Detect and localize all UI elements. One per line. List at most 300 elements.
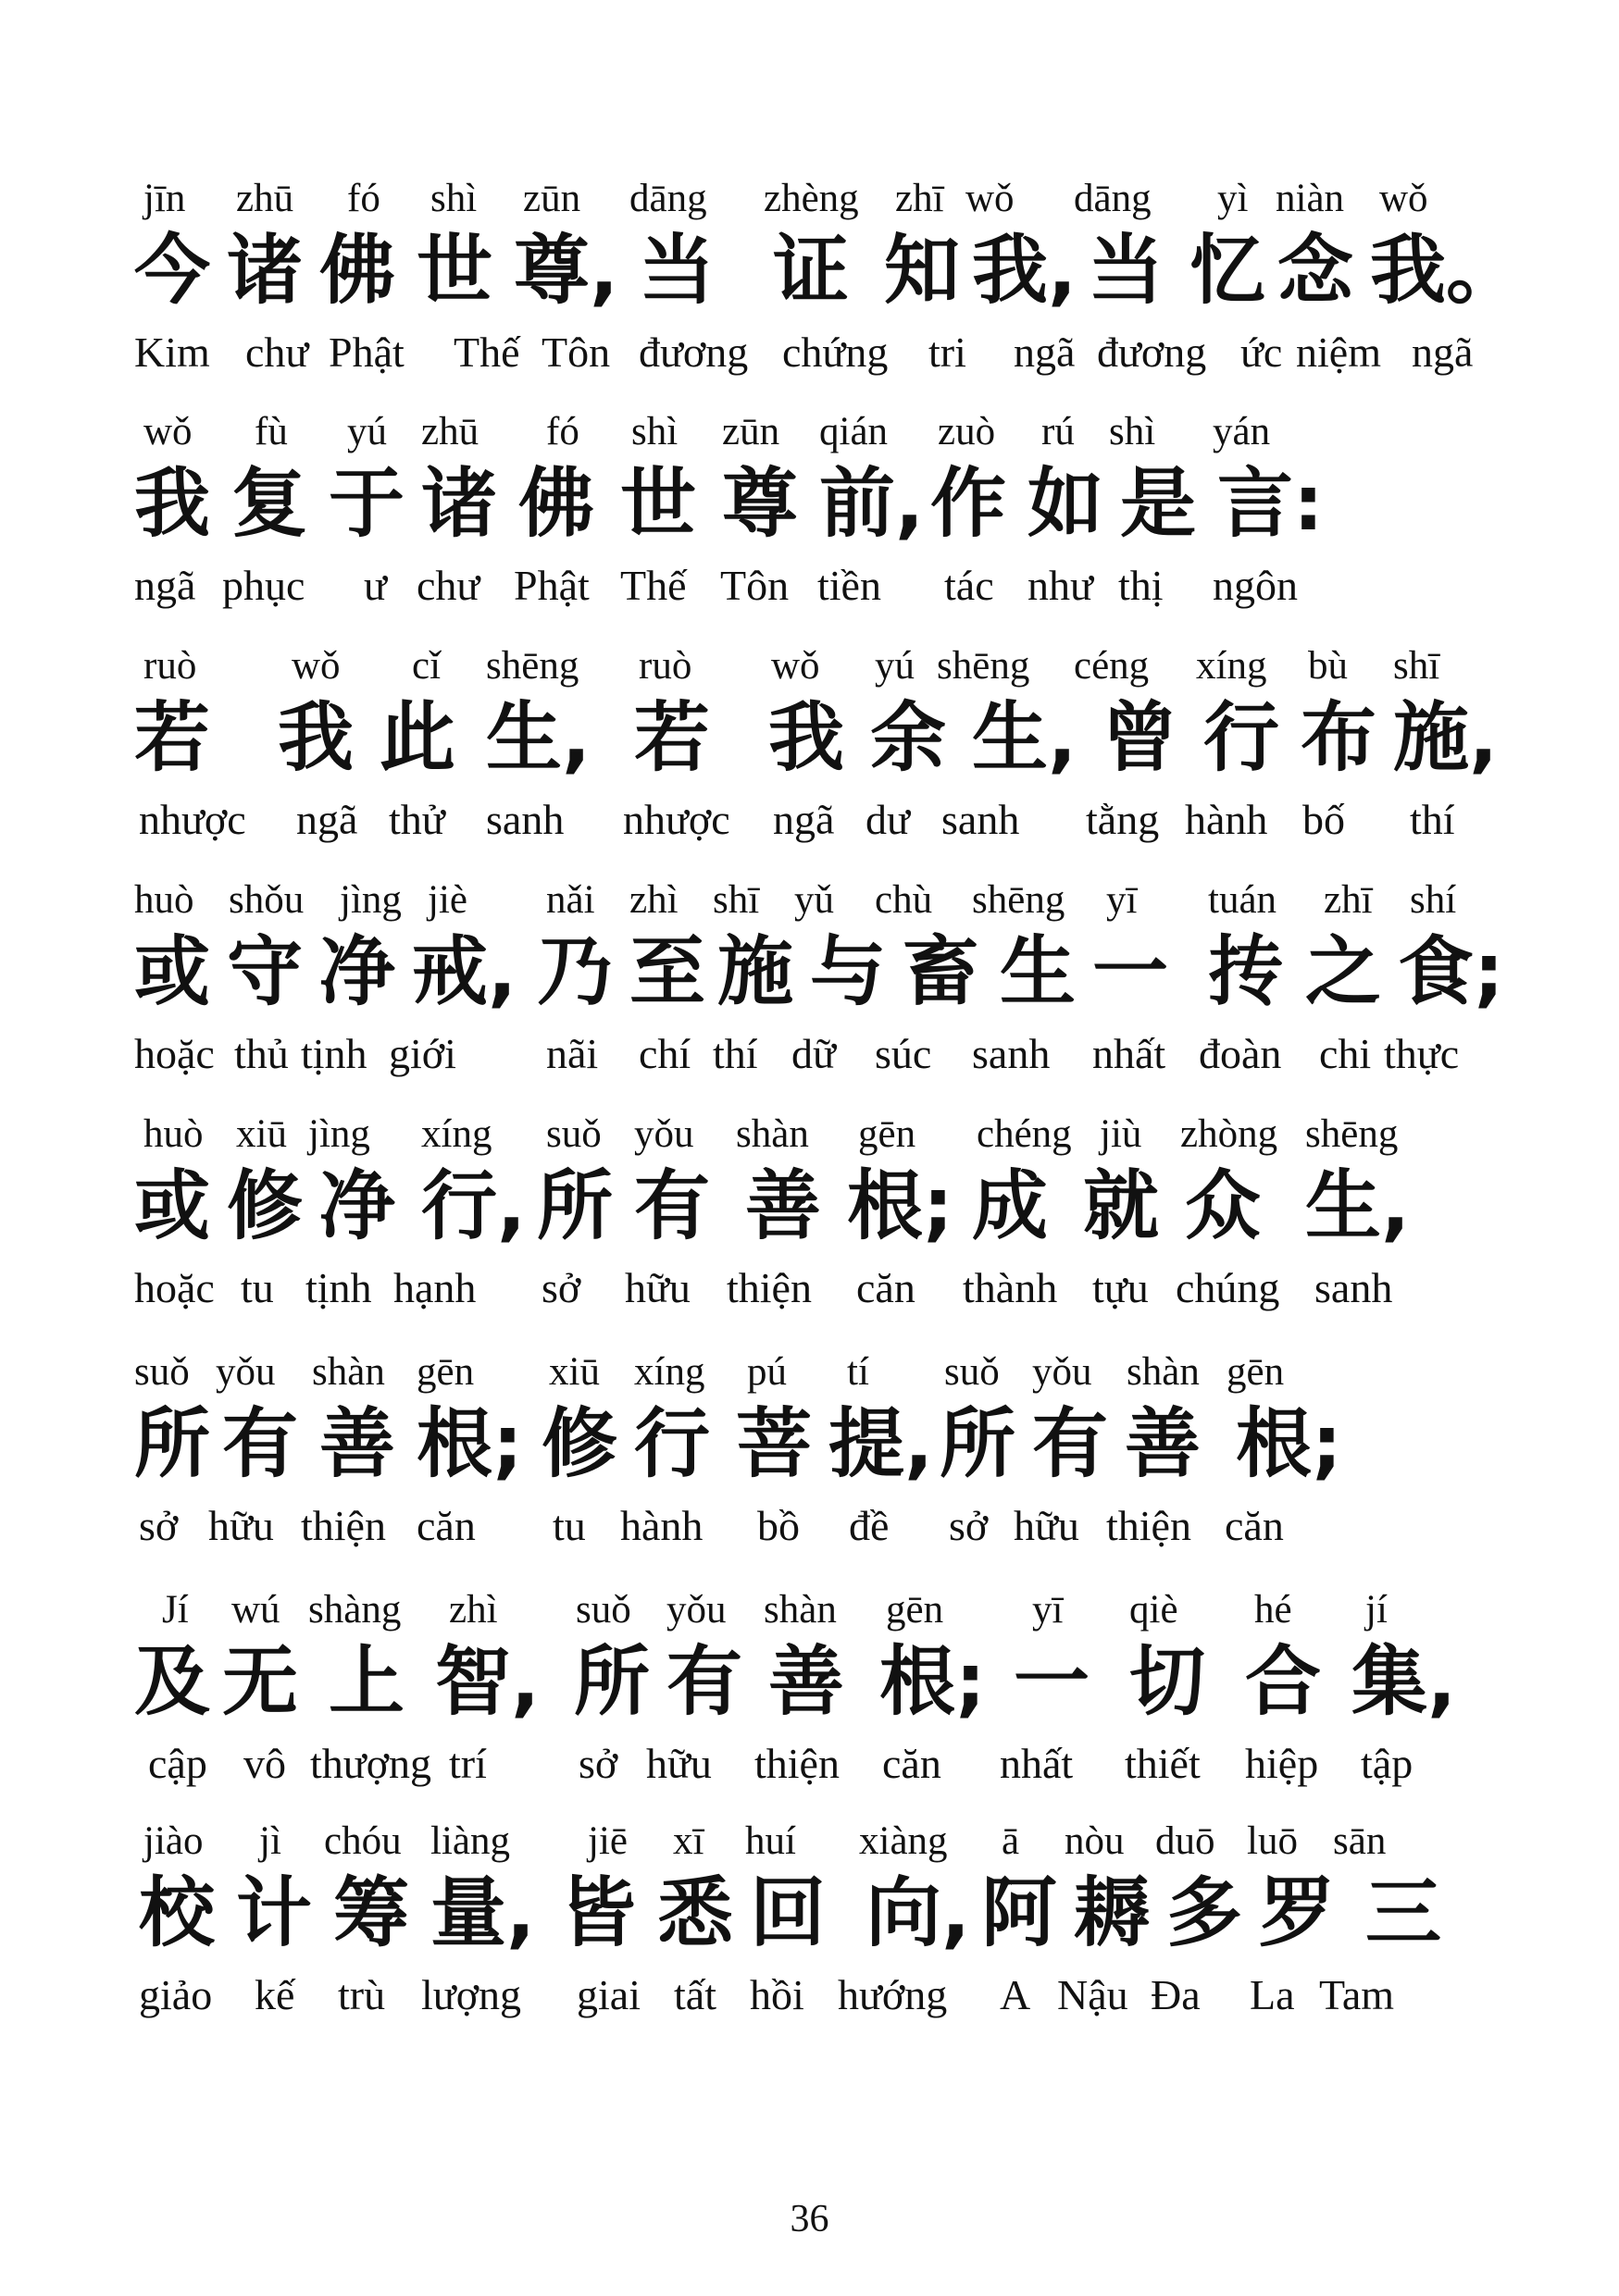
- hanzi-char: 回: [750, 1869, 827, 1957]
- vietnamese-word: đương: [1097, 329, 1207, 376]
- vietnamese-line: [134, 1733, 1504, 1803]
- pinyin-word: cǐ: [412, 644, 442, 688]
- vietnamese-word: hữu: [208, 1502, 274, 1549]
- pinyin-word: xiū: [236, 1112, 287, 1156]
- pinyin-word: yī: [1106, 878, 1138, 922]
- pinyin-word: niàn: [1276, 177, 1345, 220]
- vietnamese-word: ngã: [773, 796, 835, 843]
- hanzi-char: 向,: [866, 1869, 971, 1957]
- vietnamese-word: kế: [255, 1971, 295, 2018]
- vietnamese-word: hữu: [1014, 1502, 1079, 1549]
- vietnamese-word: Nậu: [1057, 1971, 1128, 2018]
- pinyin-word: yǒu: [1032, 1350, 1092, 1394]
- vietnamese-word: ư: [364, 562, 387, 609]
- vietnamese-word: phục: [222, 562, 305, 609]
- hanzi-char: 戒,: [412, 928, 517, 1016]
- pinyin-word: liàng: [430, 1819, 510, 1863]
- vietnamese-word: đề: [849, 1502, 890, 1549]
- hanzi-char: 根;: [879, 1638, 986, 1726]
- hanzi-char: 有: [666, 1638, 743, 1726]
- vietnamese-word: sở: [542, 1264, 581, 1311]
- hanzi-char: 当: [1088, 227, 1164, 315]
- pinyin-word: wǒ: [1379, 177, 1428, 220]
- hanzi-line: [134, 924, 1504, 1025]
- vietnamese-word: tằng: [1086, 796, 1160, 843]
- pinyin-word: zhòng: [1180, 1112, 1278, 1156]
- hanzi-char: 抟: [1208, 928, 1285, 1016]
- hanzi-char: 菩: [736, 1400, 813, 1488]
- hanzi-char: 一: [1014, 1638, 1090, 1726]
- vietnamese-word: ức: [1240, 329, 1283, 376]
- hanzi-char: 成: [972, 1162, 1049, 1250]
- pinyin-word: shēng: [937, 644, 1030, 688]
- vietnamese-word: đoàn: [1199, 1030, 1282, 1077]
- hanzi-char: 一: [1092, 928, 1169, 1016]
- pinyin-word: jìng: [340, 878, 402, 922]
- pinyin-word: tí: [847, 1350, 869, 1394]
- hanzi-char: 罗: [1259, 1869, 1336, 1957]
- vietnamese-word: tu: [553, 1502, 586, 1549]
- pinyin-word: duō: [1155, 1819, 1215, 1863]
- vietnamese-word: sở: [139, 1502, 179, 1549]
- pinyin-word: yán: [1213, 410, 1271, 453]
- hanzi-char: 就: [1083, 1162, 1160, 1250]
- vietnamese-word: đương: [639, 329, 749, 376]
- vietnamese-word: hữu: [625, 1264, 691, 1311]
- hanzi-char: 切: [1129, 1638, 1206, 1726]
- vietnamese-word: sở: [949, 1502, 989, 1549]
- hanzi-char: 是: [1120, 460, 1197, 548]
- pinyin-word: shēng: [486, 644, 579, 688]
- hanzi-char: 今: [134, 227, 211, 315]
- hanzi-char: 阿: [981, 1869, 1058, 1957]
- hanzi-char: 我: [278, 694, 355, 782]
- vietnamese-word: chư: [245, 329, 309, 376]
- vietnamese-word: thực: [1384, 1030, 1460, 1077]
- pinyin-word: nǎi: [546, 878, 595, 922]
- pinyin-word: hé: [1254, 1588, 1292, 1632]
- pinyin-word: xiū: [549, 1350, 600, 1394]
- vietnamese-word: sanh: [972, 1030, 1051, 1077]
- vietnamese-word: nhất: [1092, 1030, 1166, 1077]
- vietnamese-word: súc: [875, 1030, 932, 1077]
- pinyin-word: dāng: [629, 177, 707, 220]
- hanzi-char: 尊: [722, 460, 799, 548]
- vietnamese-word: tịnh: [301, 1030, 367, 1077]
- hanzi-char: 悉: [657, 1869, 734, 1957]
- pinyin-word: jiè: [428, 878, 467, 922]
- vietnamese-word: tri: [928, 329, 966, 376]
- pinyin-word: zuò: [938, 410, 996, 453]
- pinyin-word: gēn: [858, 1112, 916, 1156]
- vietnamese-line: [134, 1258, 1504, 1327]
- hanzi-char: 生,: [1305, 1162, 1411, 1250]
- pinyin-word: shí: [1410, 878, 1457, 922]
- vietnamese-word: chí: [639, 1030, 691, 1077]
- pinyin-word: wǒ: [292, 644, 341, 688]
- vietnamese-word: thử: [389, 796, 445, 843]
- vietnamese-word: nhược: [623, 796, 730, 843]
- hanzi-char: 布: [1301, 694, 1377, 782]
- pinyin-word: huò: [143, 1112, 204, 1156]
- pinyin-word: jiù: [1100, 1112, 1142, 1156]
- vietnamese-word: sanh: [1314, 1264, 1393, 1311]
- hanzi-char: 修: [227, 1162, 304, 1250]
- hanzi-char: 净: [319, 928, 396, 1016]
- pinyin-word: shì: [1109, 410, 1156, 453]
- pinyin-word: fó: [347, 177, 380, 220]
- pinyin-word: shàn: [312, 1350, 385, 1394]
- hanzi-char: 我: [134, 460, 211, 548]
- hanzi-char: 所: [574, 1638, 651, 1726]
- pinyin-word: xī: [673, 1819, 704, 1863]
- pinyin-word: yǒu: [216, 1350, 276, 1394]
- pinyin-word: yǒu: [634, 1112, 694, 1156]
- vietnamese-word: Thế: [454, 329, 520, 376]
- hanzi-line: [134, 455, 1504, 557]
- vietnamese-word: vô: [243, 1740, 286, 1787]
- vietnamese-word: Phật: [329, 329, 405, 376]
- pinyin-word: shǒu: [229, 878, 305, 922]
- pinyin-word: rú: [1041, 410, 1075, 453]
- hanzi-char: 智,: [435, 1638, 541, 1726]
- hanzi-char: 施,: [1393, 694, 1499, 782]
- pinyin-word: jì: [259, 1819, 281, 1863]
- hanzi-char: 于: [329, 460, 405, 548]
- vietnamese-word: bố: [1302, 796, 1345, 843]
- vietnamese-word: căn: [856, 1264, 915, 1311]
- hanzi-char: 复: [231, 460, 308, 548]
- vietnamese-word: giới: [389, 1030, 456, 1077]
- vietnamese-word: căn: [417, 1502, 476, 1549]
- vietnamese-word: Tôn: [542, 329, 611, 376]
- hanzi-char: 净: [319, 1162, 396, 1250]
- vietnamese-word: giảo: [139, 1971, 213, 2018]
- hanzi-char: 之: [1305, 928, 1382, 1016]
- vietnamese-word: thiện: [754, 1740, 840, 1787]
- hanzi-char: 施: [717, 928, 794, 1016]
- vietnamese-word: ngã: [134, 562, 196, 609]
- vietnamese-line: [134, 555, 1504, 625]
- pinyin-word: ruò: [143, 644, 197, 688]
- vietnamese-word: thành: [963, 1264, 1058, 1311]
- hanzi-char: 作: [930, 460, 1007, 548]
- pinyin-word: wǒ: [771, 644, 820, 688]
- hanzi-char: 言:: [1217, 460, 1324, 548]
- hanzi-char: 诸: [421, 460, 498, 548]
- pinyin-word: chéng: [977, 1112, 1072, 1156]
- vietnamese-word: dư: [866, 796, 910, 843]
- vietnamese-word: dữ: [791, 1030, 836, 1077]
- hanzi-char: 行,: [421, 1162, 527, 1250]
- hanzi-char: 念: [1277, 227, 1354, 315]
- hanzi-char: 多: [1166, 1869, 1243, 1957]
- vietnamese-word: ngã: [1014, 329, 1076, 376]
- pinyin-word: wǒ: [965, 177, 1015, 220]
- vietnamese-word: thí: [713, 1030, 758, 1077]
- vietnamese-word: chứng: [782, 329, 889, 376]
- vietnamese-word: tịnh: [305, 1264, 372, 1311]
- vietnamese-word: tất: [674, 1971, 716, 2018]
- hanzi-char: 生: [1000, 928, 1077, 1016]
- vietnamese-word: thiện: [727, 1264, 812, 1311]
- vietnamese-word: La: [1250, 1971, 1295, 2018]
- vietnamese-word: thượng: [310, 1740, 432, 1787]
- pinyin-word: zhū: [421, 410, 479, 453]
- pinyin-word: ā: [1002, 1819, 1020, 1863]
- vietnamese-word: cập: [148, 1740, 207, 1787]
- vietnamese-word: Đa: [1151, 1971, 1201, 2018]
- pinyin-word: huò: [134, 878, 194, 922]
- pinyin-word: bù: [1308, 644, 1348, 688]
- hanzi-char: 佛: [518, 460, 595, 548]
- pinyin-word: shēng: [1305, 1112, 1399, 1156]
- pinyin-word: céng: [1074, 644, 1150, 688]
- hanzi-line: [134, 1158, 1504, 1260]
- pinyin-word: shì: [430, 177, 478, 220]
- hanzi-line: [134, 1396, 1504, 1497]
- pinyin-word: nòu: [1065, 1819, 1125, 1863]
- pinyin-word: suǒ: [546, 1112, 602, 1156]
- vietnamese-word: tập: [1361, 1740, 1414, 1787]
- vietnamese-word: tu: [241, 1264, 274, 1311]
- vietnamese-word: lượng: [421, 1971, 522, 2018]
- vietnamese-word: thị: [1118, 562, 1164, 609]
- vietnamese-word: Thế: [620, 562, 687, 609]
- pinyin-word: jìng: [308, 1112, 370, 1156]
- vietnamese-word: tựu: [1092, 1264, 1149, 1311]
- vietnamese-word: chi: [1319, 1030, 1372, 1077]
- pinyin-word: Jí: [162, 1588, 189, 1632]
- hanzi-char: 善: [768, 1638, 845, 1726]
- hanzi-char: 校: [139, 1869, 216, 1957]
- vietnamese-word: chúng: [1176, 1264, 1280, 1311]
- pinyin-word: xíng: [1196, 644, 1267, 688]
- vietnamese-word: giai: [577, 1971, 641, 2018]
- pinyin-word: xíng: [634, 1350, 705, 1394]
- pinyin-word: zhī: [895, 177, 944, 220]
- vietnamese-word: sanh: [486, 796, 565, 843]
- pinyin-word: tuán: [1208, 878, 1277, 922]
- vietnamese-word: như: [1027, 562, 1093, 609]
- pinyin-word: shàn: [764, 1588, 837, 1632]
- vietnamese-word: nhất: [1000, 1740, 1074, 1787]
- hanzi-char: 有: [634, 1162, 711, 1250]
- hanzi-char: 上: [329, 1638, 405, 1726]
- vietnamese-word: ngôn: [1213, 562, 1298, 609]
- hanzi-line: [134, 1633, 1504, 1735]
- hanzi-char: 世: [417, 227, 493, 315]
- hanzi-char: 我: [768, 694, 845, 782]
- hanzi-char: 我。: [1370, 227, 1523, 315]
- hanzi-char: 合: [1245, 1638, 1322, 1726]
- pinyin-word: suǒ: [944, 1350, 1000, 1394]
- pinyin-word: luō: [1247, 1819, 1298, 1863]
- pinyin-word: pú: [747, 1350, 787, 1394]
- pinyin-word: zūn: [523, 177, 581, 220]
- hanzi-char: 与: [810, 928, 887, 1016]
- vietnamese-word: tác: [944, 562, 994, 609]
- vietnamese-line: [134, 1024, 1504, 1093]
- pinyin-word: dāng: [1074, 177, 1152, 220]
- hanzi-char: 或: [134, 1162, 211, 1250]
- vietnamese-word: thiện: [301, 1502, 386, 1549]
- hanzi-char: 知: [884, 227, 961, 315]
- hanzi-char: 食;: [1398, 928, 1504, 1016]
- hanzi-char: 无: [222, 1638, 299, 1726]
- vietnamese-word: hồi: [750, 1971, 804, 2018]
- hanzi-char: 忆: [1189, 227, 1266, 315]
- hanzi-char: 诸: [227, 227, 304, 315]
- pinyin-word: chóu: [324, 1819, 402, 1863]
- vietnamese-word: trù: [338, 1971, 386, 2018]
- vietnamese-word: hữu: [646, 1740, 712, 1787]
- hanzi-char: 及: [134, 1638, 211, 1726]
- pinyin-word: shàn: [736, 1112, 809, 1156]
- vietnamese-line: [134, 1965, 1504, 2034]
- pinyin-word: xíng: [421, 1112, 492, 1156]
- pinyin-word: zhū: [236, 177, 294, 220]
- pinyin-word: qiè: [1129, 1588, 1178, 1632]
- pinyin-word: zhì: [449, 1588, 498, 1632]
- hanzi-char: 根;: [847, 1162, 953, 1250]
- pinyin-word: yǒu: [666, 1588, 727, 1632]
- vietnamese-word: Tam: [1319, 1971, 1395, 2018]
- vietnamese-word: hành: [620, 1502, 704, 1549]
- pinyin-word: fó: [546, 410, 579, 453]
- pinyin-word: yú: [875, 644, 915, 688]
- hanzi-char: 众: [1185, 1162, 1262, 1250]
- vietnamese-word: bồ: [757, 1502, 800, 1549]
- pinyin-word: suǒ: [134, 1350, 190, 1394]
- hanzi-char: 有: [1032, 1400, 1109, 1488]
- hanzi-char: 前,: [819, 460, 925, 548]
- vietnamese-word: hiệp: [1245, 1740, 1319, 1787]
- pinyin-word: gēn: [417, 1350, 475, 1394]
- vietnamese-word: hành: [1185, 796, 1268, 843]
- hanzi-char: 生,: [972, 694, 1077, 782]
- pinyin-word: jí: [1365, 1588, 1388, 1632]
- pinyin-word: sān: [1333, 1819, 1387, 1863]
- pinyin-word: jiào: [143, 1819, 204, 1863]
- vietnamese-word: nãi: [546, 1030, 599, 1077]
- pinyin-word: huí: [745, 1819, 796, 1863]
- vietnamese-line: [134, 789, 1504, 859]
- hanzi-char: 所: [940, 1400, 1016, 1488]
- pinyin-word: chù: [875, 878, 933, 922]
- pinyin-word: jiē: [588, 1819, 628, 1863]
- hanzi-char: 尊,: [514, 227, 619, 315]
- vietnamese-word: thiết: [1125, 1740, 1201, 1787]
- pinyin-word: zhì: [629, 878, 679, 922]
- pinyin-word: gēn: [886, 1588, 944, 1632]
- pinyin-word: shēng: [972, 878, 1065, 922]
- vietnamese-word: tiền: [817, 562, 881, 609]
- pinyin-word: shàn: [1127, 1350, 1200, 1394]
- vietnamese-word: A: [1000, 1971, 1031, 2018]
- pinyin-word: gēn: [1227, 1350, 1285, 1394]
- vietnamese-word: thí: [1410, 796, 1455, 843]
- hanzi-char: 善: [319, 1400, 396, 1488]
- pinyin-word: fù: [255, 410, 288, 453]
- vietnamese-word: căn: [1225, 1502, 1284, 1549]
- hanzi-line: [134, 689, 1504, 791]
- hanzi-char: 世: [620, 460, 697, 548]
- pinyin-word: suǒ: [576, 1588, 631, 1632]
- page-number: 36: [790, 2198, 829, 2240]
- hanzi-line: [134, 222, 1523, 324]
- hanzi-char: 乃: [537, 928, 614, 1016]
- pinyin-word: yì: [1217, 177, 1249, 220]
- pinyin-word: shī: [1393, 644, 1440, 688]
- hanzi-char: 若: [134, 694, 211, 782]
- hanzi-char: 如: [1027, 460, 1104, 548]
- vietnamese-word: thủ: [234, 1030, 289, 1077]
- hanzi-char: 若: [634, 694, 711, 782]
- hanzi-char: 所: [134, 1400, 211, 1488]
- hanzi-char: 所: [537, 1162, 614, 1250]
- vietnamese-word: Tôn: [720, 562, 790, 609]
- vietnamese-word: Phật: [514, 562, 590, 609]
- hanzi-char: 根;: [417, 1400, 523, 1488]
- vietnamese-word: sở: [579, 1740, 618, 1787]
- pinyin-word: yú: [347, 410, 387, 453]
- vietnamese-word: ngã: [296, 796, 358, 843]
- hanzi-char: 行: [634, 1400, 711, 1488]
- pinyin-word: jīn: [143, 177, 186, 220]
- pinyin-word: qián: [819, 410, 889, 453]
- hanzi-char: 皆: [560, 1869, 637, 1957]
- hanzi-char: 守: [227, 928, 304, 1016]
- hanzi-char: 筹: [333, 1869, 410, 1957]
- pinyin-word: yī: [1032, 1588, 1064, 1632]
- vietnamese-word: căn: [882, 1740, 941, 1787]
- hanzi-char: 畜: [903, 928, 979, 1016]
- vietnamese-word: chư: [417, 562, 480, 609]
- pinyin-word: yǔ: [794, 878, 834, 922]
- hanzi-char: 量,: [430, 1869, 536, 1957]
- hanzi-char: 三: [1365, 1869, 1442, 1957]
- vietnamese-word: thiện: [1106, 1502, 1191, 1549]
- hanzi-char: 耨: [1074, 1869, 1151, 1957]
- pinyin-word: shì: [631, 410, 679, 453]
- hanzi-char: 至: [629, 928, 706, 1016]
- hanzi-char: 当: [639, 227, 716, 315]
- vietnamese-word: ngã: [1412, 329, 1474, 376]
- hanzi-char: 生,: [486, 694, 592, 782]
- hanzi-char: 根;: [1236, 1400, 1342, 1488]
- hanzi-char: 我,: [972, 227, 1077, 315]
- hanzi-char: 计: [236, 1869, 313, 1957]
- pinyin-word: shàng: [308, 1588, 402, 1632]
- pinyin-word: xiàng: [859, 1819, 948, 1863]
- vietnamese-line: [134, 1496, 1504, 1565]
- pinyin-word: zhèng: [764, 177, 859, 220]
- pinyin-word: wǒ: [143, 410, 193, 453]
- vietnamese-word: trí: [449, 1740, 487, 1787]
- hanzi-char: 善: [745, 1162, 822, 1250]
- vietnamese-word: sanh: [941, 796, 1020, 843]
- hanzi-char: 或: [134, 928, 211, 1016]
- vietnamese-word: hướng: [838, 1971, 948, 2018]
- vietnamese-line: [134, 322, 1504, 391]
- hanzi-char: 余: [870, 694, 947, 782]
- hanzi-char: 提,: [828, 1400, 934, 1488]
- vietnamese-word: Kim: [134, 329, 210, 376]
- vietnamese-word: hoặc: [134, 1030, 215, 1077]
- pinyin-word: ruò: [639, 644, 692, 688]
- vietnamese-word: hoặc: [134, 1264, 215, 1311]
